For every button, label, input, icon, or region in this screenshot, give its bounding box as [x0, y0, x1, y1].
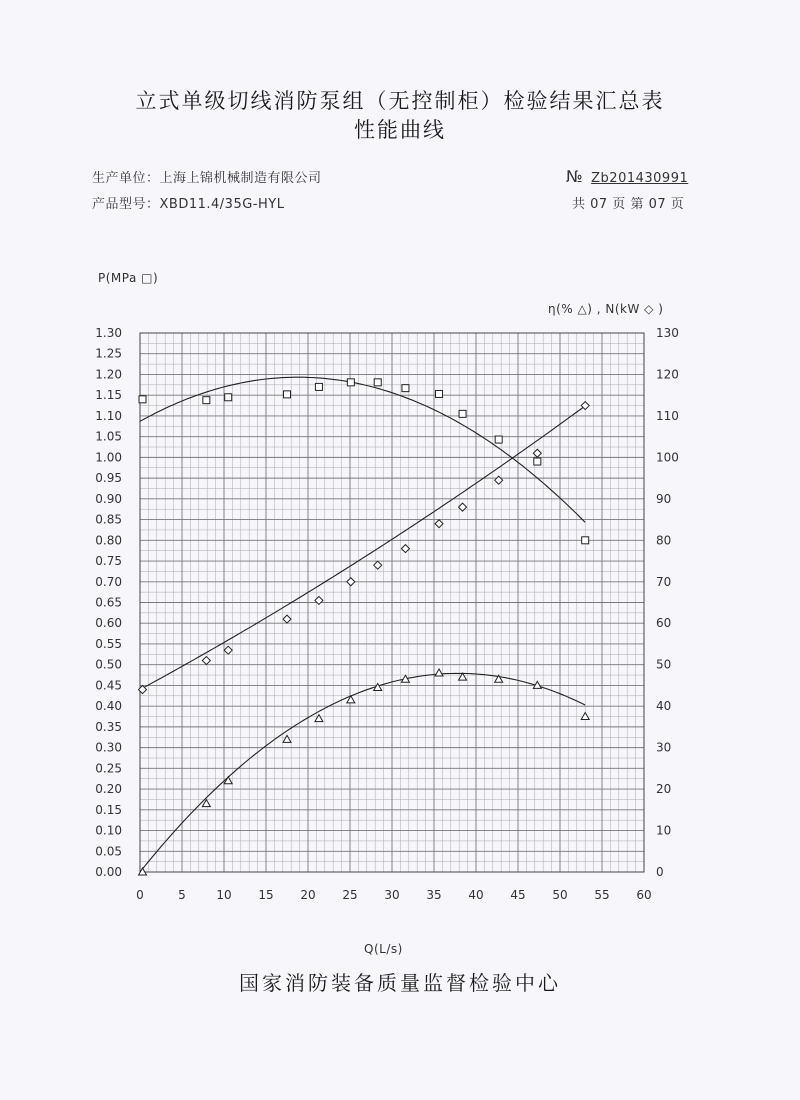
y-tick-label: 0.45	[95, 678, 122, 693]
y-tick-label: 0.00	[95, 865, 122, 879]
efficiency-point	[315, 715, 323, 722]
report-number-value: Zb201430991	[591, 171, 689, 186]
y-tick-label: 0.70	[95, 574, 122, 589]
data-markers	[139, 379, 590, 875]
x-tick-label: 50	[552, 888, 568, 902]
y-tick-label: 0.40	[95, 699, 122, 714]
x-tick-label: 40	[468, 888, 484, 902]
y2-tick-label: 130	[656, 326, 679, 340]
pressure-point	[347, 379, 354, 386]
pressure-point	[315, 383, 322, 390]
y2-tick-label: 20	[656, 782, 672, 797]
y-tick-labels	[95, 326, 122, 879]
power-point	[315, 596, 323, 604]
pressure-point	[374, 379, 381, 386]
y2-tick-label: 30	[656, 740, 672, 755]
x-tick-label: 35	[426, 888, 442, 902]
y2-tick-label: 80	[656, 533, 672, 548]
y-tick-label: 0.80	[95, 533, 122, 548]
efficiency-point	[283, 735, 291, 742]
pressure-point	[203, 397, 210, 404]
pressure-point	[495, 436, 502, 443]
pressure-point	[582, 537, 589, 544]
y-tick-label: 0.85	[95, 512, 122, 527]
x-tick-label: 0	[136, 888, 144, 902]
pressure-point	[284, 391, 291, 398]
x-tick-label: 5	[178, 888, 186, 902]
x-tick-label: 30	[384, 888, 400, 902]
y-tick-label: 0.90	[95, 491, 122, 506]
y-tick-label: 1.10	[95, 408, 122, 423]
power-point	[224, 646, 232, 654]
x-tick-label: 10	[216, 888, 232, 902]
efficiency-point	[435, 669, 443, 676]
x-axis-label: Q(L/s)	[364, 942, 403, 956]
y2-tick-labels	[656, 326, 679, 879]
power-point	[459, 503, 467, 511]
y-tick-label: 1.25	[95, 346, 122, 361]
y-tick-label: 1.20	[95, 367, 122, 382]
y-tick-label: 0.60	[95, 616, 122, 631]
y-tick-label: 0.20	[95, 782, 122, 797]
y-tick-label: 0.50	[95, 657, 122, 672]
y2-tick-label: 70	[656, 574, 672, 589]
power-point	[401, 545, 409, 553]
y-tick-label: 1.15	[95, 388, 122, 403]
power-point	[533, 449, 541, 457]
y-tick-label: 0.10	[95, 823, 122, 838]
x-tick-labels	[136, 888, 651, 902]
y2-tick-label: 60	[656, 616, 672, 631]
y-tick-label: 0.65	[95, 595, 122, 610]
efficiency-point	[581, 713, 589, 720]
x-tick-label: 15	[258, 888, 274, 902]
y-tick-label: 0.35	[95, 719, 122, 734]
pressure-point	[402, 385, 409, 392]
y2-axis-label: η(% △) , N(kW ◇ )	[548, 302, 664, 316]
y-tick-label: 1.05	[95, 429, 122, 444]
power-point	[347, 578, 355, 586]
manufacturer-value: 上海上锦机械制造有限公司	[159, 171, 322, 186]
y-axis-label: P(MPa □)	[98, 271, 159, 285]
y2-tick-label: 100	[656, 450, 679, 465]
pressure-point	[225, 394, 232, 401]
y2-tick-label: 0	[656, 865, 664, 879]
y-tick-label: 0.25	[95, 761, 122, 776]
pressure-point	[459, 410, 466, 417]
y2-tick-label: 120	[656, 367, 679, 382]
y-tick-label: 0.05	[95, 844, 122, 859]
y-tick-label: 0.75	[95, 554, 122, 569]
pressure-point	[534, 458, 541, 465]
x-tick-label: 55	[594, 888, 610, 902]
power-point	[495, 476, 503, 484]
page-count: 共 07 页 第 07 页	[572, 197, 685, 212]
model-label: 产品型号：	[92, 197, 160, 212]
power-point	[283, 615, 291, 623]
y-tick-label: 0.15	[95, 802, 122, 817]
power-point	[202, 657, 210, 665]
y2-tick-label: 50	[656, 657, 672, 672]
y-tick-label: 0.55	[95, 636, 122, 651]
x-tick-label: 25	[342, 888, 358, 902]
efficiency-point	[459, 673, 467, 680]
power-point	[374, 561, 382, 569]
y2-tick-label: 110	[656, 408, 679, 423]
numero-sign: №	[566, 167, 584, 186]
x-tick-label: 60	[636, 888, 652, 902]
y2-tick-label: 90	[656, 491, 672, 506]
y2-tick-label: 10	[656, 823, 672, 838]
x-tick-label: 45	[510, 888, 526, 902]
page-subtitle: 性能曲线	[354, 118, 446, 142]
page-title: 立式单级切线消防泵组（无控制柜）检验结果汇总表	[135, 89, 665, 113]
power-point	[435, 520, 443, 528]
x-tick-label: 20	[300, 888, 316, 902]
y-tick-label: 0.95	[95, 471, 122, 486]
pressure-point	[139, 396, 146, 403]
issuing-organization: 国家消防装备质量监督检验中心	[239, 971, 561, 995]
y2-tick-label: 40	[656, 699, 672, 714]
manufacturer-label: 生产单位：	[92, 171, 160, 186]
y-tick-label: 0.30	[95, 740, 122, 755]
model-value: XBD11.4/35G-HYL	[159, 197, 285, 212]
pressure-point	[436, 390, 443, 397]
y-tick-label: 1.00	[95, 450, 122, 465]
y-tick-label: 1.30	[95, 326, 122, 340]
